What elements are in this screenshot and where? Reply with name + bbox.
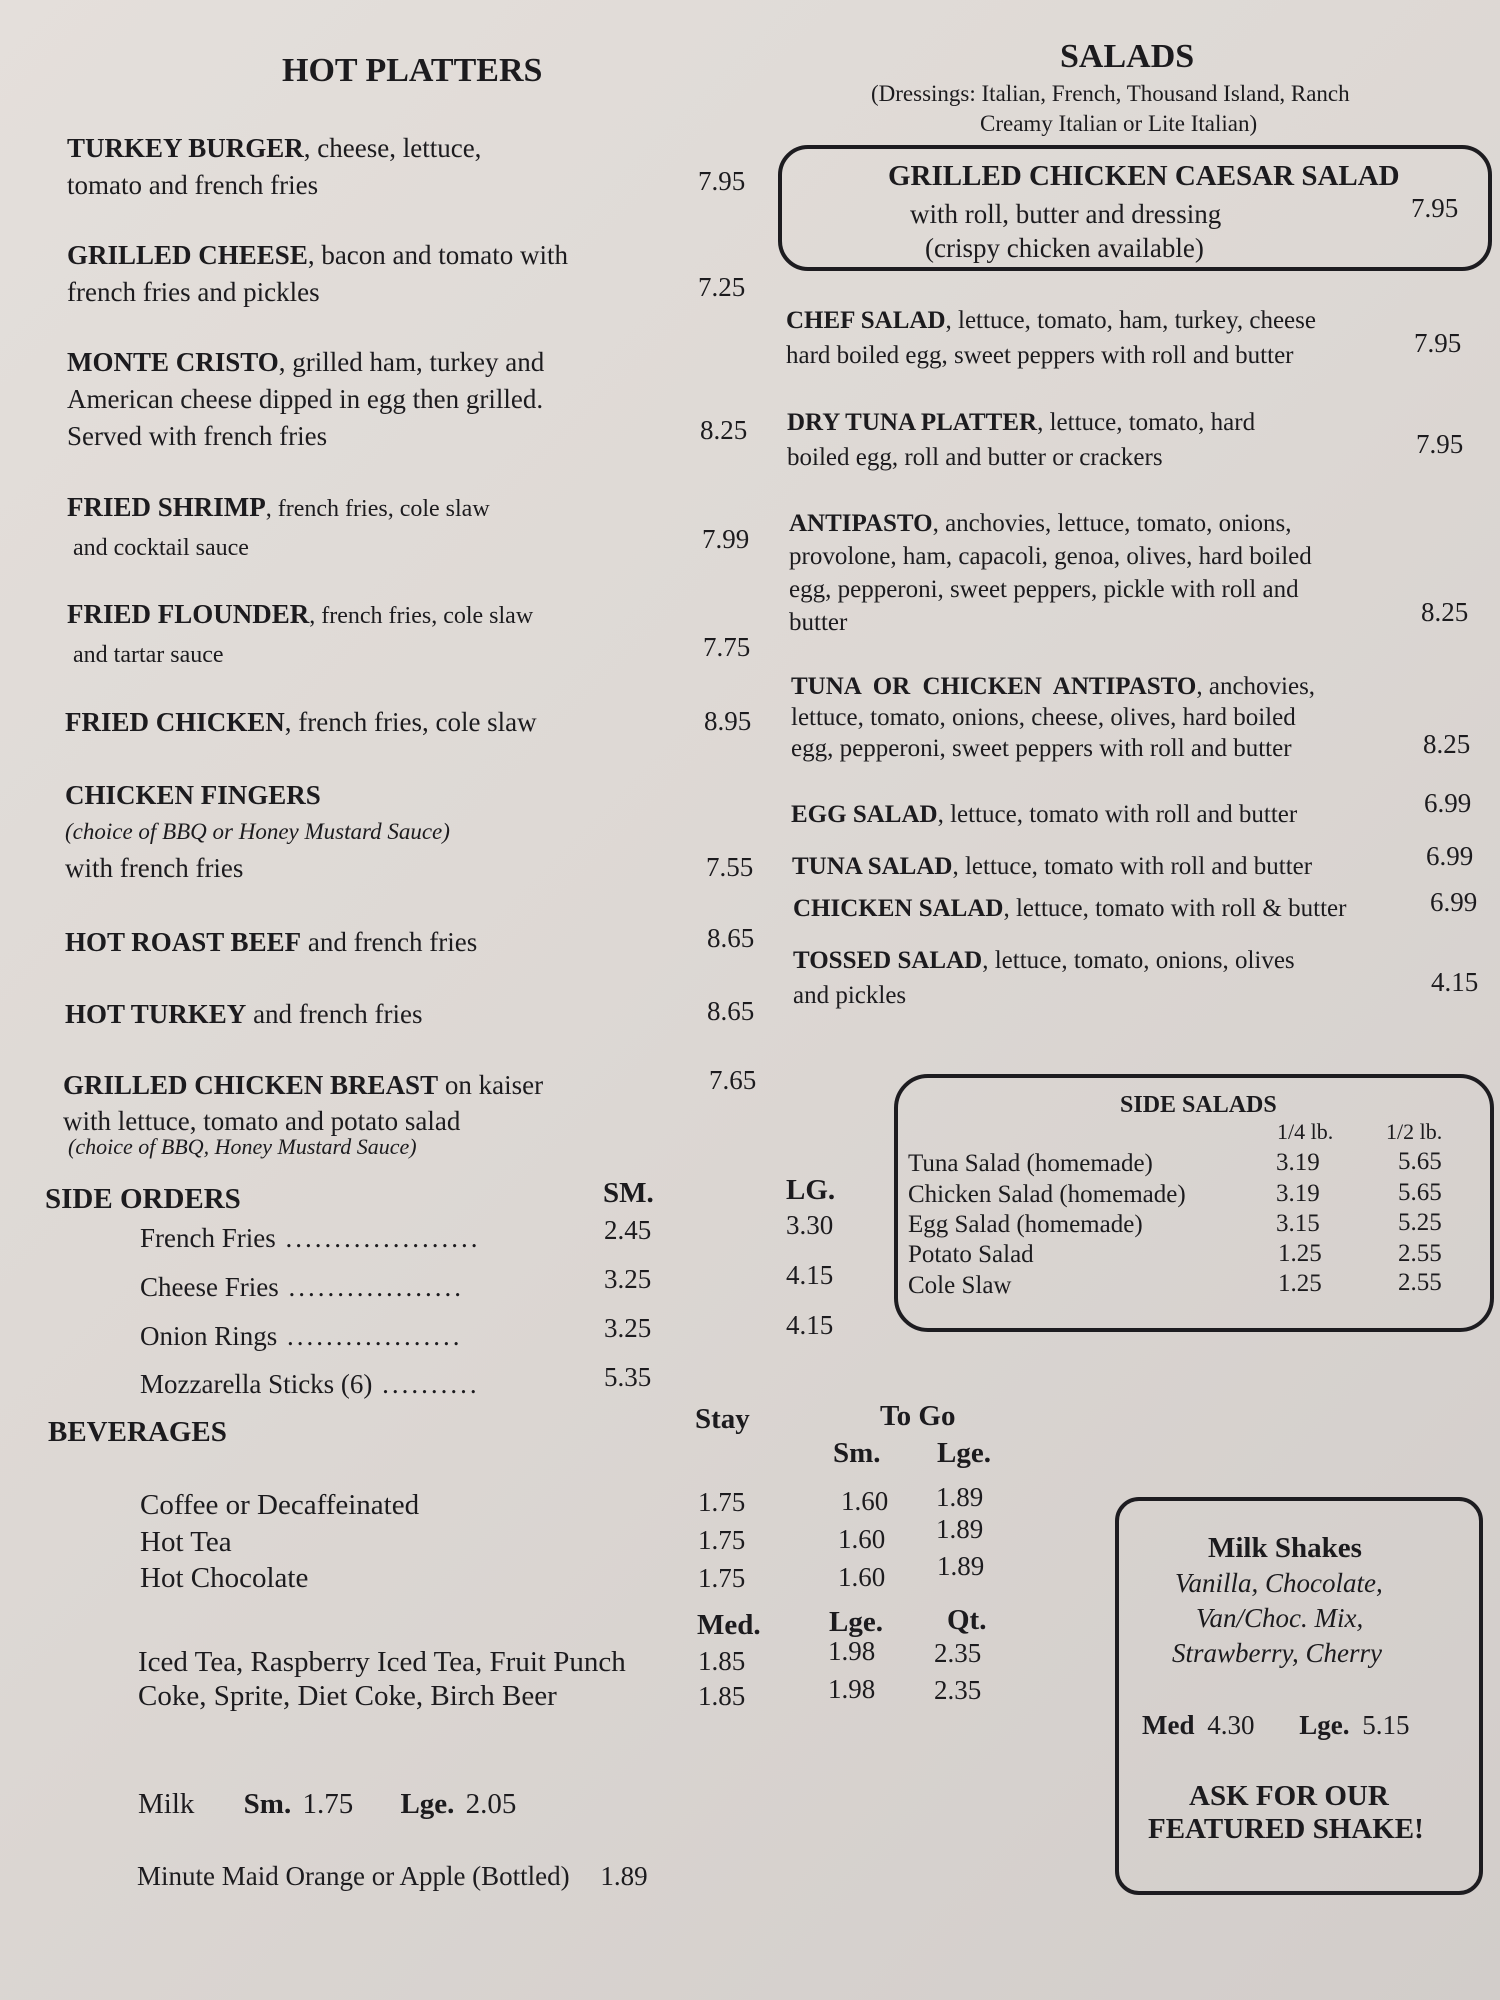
quarter-lb-label: 1/4 lb. xyxy=(1277,1119,1334,1144)
menu-item: FRIED SHRIMP, french fries, cole slaw and cocktail sauce xyxy=(67,492,490,561)
item-price: 8.95 xyxy=(704,706,752,736)
beverage-row: Coke, Sprite, Diet Coke, Birch Beer xyxy=(138,1680,557,1712)
menu-item: FRIED CHICKEN, french fries, cole slaw xyxy=(65,707,537,737)
item-price: 7.99 xyxy=(702,524,750,554)
half-lb-price: 5.25 xyxy=(1398,1209,1442,1236)
item-price: 7.95 xyxy=(1411,193,1459,223)
beverage-row: Iced Tea, Raspberry Iced Tea, Fruit Punch xyxy=(138,1646,626,1678)
quarter-lb-price: 3.19 xyxy=(1276,1149,1320,1176)
item-price: 7.55 xyxy=(706,852,754,882)
menu-item: CHICKEN SALAD, lettuce, tomato with roll & butter xyxy=(793,895,1347,922)
menu-item: GRILLED CHEESE, bacon and tomato with french fries and pickles xyxy=(67,240,569,307)
to-go-sm-price: 1.60 xyxy=(838,1524,886,1554)
half-lb-price: 2.55 xyxy=(1398,1240,1442,1267)
item-price: 8.65 xyxy=(707,923,755,953)
menu-item: DRY TUNA PLATTER, lettuce, tomato, hard boiled egg, roll and butter or crackers xyxy=(787,409,1256,471)
beverage-row: Coffee or Decaffeinated xyxy=(140,1489,420,1521)
side-salad-row: Egg Salad (homemade) xyxy=(908,1211,1143,1238)
side-order-row: Mozzarella Sticks (6) .......... xyxy=(140,1369,480,1399)
milk-shakes-title: Milk Shakes xyxy=(1208,1532,1362,1564)
sm-price: 2.45 xyxy=(604,1215,652,1245)
menu-item: CHEF SALAD, lettuce, tomato, ham, turkey, cheese hard boiled egg, sweet peppers with roll and butter xyxy=(786,307,1316,369)
to-go-sm-price: 1.60 xyxy=(838,1562,886,1592)
item-price: 8.65 xyxy=(707,996,755,1026)
item-line: with french fries xyxy=(65,853,244,883)
beverage-row: Hot Tea xyxy=(140,1526,232,1558)
side-order-row: Onion Rings .................. xyxy=(140,1321,463,1351)
menu-item: TUNA OR CHICKEN ANTIPASTO, anchovies, lettuce, tomato, onions, cheese, olives, hard boiled egg, pepperoni, sweet peppers with roll and butter xyxy=(791,673,1316,762)
to-go-sm-price: 1.60 xyxy=(841,1486,889,1516)
side-order-row: Cheese Fries .................. xyxy=(140,1272,464,1302)
stay-label: Stay xyxy=(695,1403,750,1435)
item-price: 6.99 xyxy=(1424,788,1472,818)
lg-price: 4.15 xyxy=(786,1310,834,1340)
lge-price: 1.98 xyxy=(828,1636,876,1666)
stay-price: 1.75 xyxy=(698,1525,746,1555)
item-note: (choice of BBQ, Honey Mustard Sauce) xyxy=(68,1134,417,1159)
item-price: 8.25 xyxy=(1423,729,1471,759)
menu-item: FRIED FLOUNDER, french fries, cole slaw and tartar sauce xyxy=(67,599,534,668)
to-go-sm-label: Sm. xyxy=(833,1437,881,1469)
to-go-lge-price: 1.89 xyxy=(936,1482,984,1512)
lge-price: 1.98 xyxy=(828,1674,876,1704)
menu-item: MONTE CRISTO, grilled ham, turkey and American cheese dipped in egg then grilled. Served with french fries xyxy=(67,347,545,451)
hot-platters-title: HOT PLATTERS xyxy=(282,52,543,89)
qt-label: Qt. xyxy=(947,1604,987,1636)
lge-label: Lge. xyxy=(829,1606,883,1638)
menu-item: HOT ROAST BEEF and french fries xyxy=(65,927,478,957)
item-price: 8.25 xyxy=(700,415,748,445)
shake-promo: FEATURED SHAKE! xyxy=(1148,1813,1424,1845)
menu-item: HOT TURKEY and french fries xyxy=(65,999,423,1029)
item-price: 7.75 xyxy=(703,632,751,662)
item-price: 8.25 xyxy=(1421,597,1469,627)
beverages-title: BEVERAGES xyxy=(48,1416,227,1448)
to-go-lge-price: 1.89 xyxy=(936,1514,984,1544)
sm-price: 5.35 xyxy=(604,1362,652,1392)
lg-price: 3.30 xyxy=(786,1210,834,1240)
med-price: 1.85 xyxy=(698,1646,746,1676)
menu-item: GRILLED CHICKEN BREAST on kaiser xyxy=(63,1070,544,1100)
item-price: 7.25 xyxy=(698,272,746,302)
side-order-row: French Fries .................... xyxy=(140,1223,481,1253)
item-line: with lettuce, tomato and potato salad xyxy=(63,1106,461,1136)
item-price: 4.15 xyxy=(1431,967,1479,997)
half-lb-price: 5.65 xyxy=(1398,1148,1442,1175)
milk-row: Milk Sm. 1.75 Lge. 2.05 xyxy=(138,1788,517,1820)
menu-item: TOSSED SALAD, lettuce, tomato, onions, olives and pickles xyxy=(793,947,1295,1009)
menu-item: CHICKEN FINGERS xyxy=(65,780,321,810)
item-price: 7.95 xyxy=(698,166,746,196)
side-salad-row: Cole Slaw xyxy=(908,1272,1012,1299)
shake-flavors: Van/Choc. Mix, xyxy=(1196,1603,1364,1633)
to-go-lge-price: 1.89 xyxy=(937,1551,985,1581)
shake-prices: Med 4.30 Lge. 5.15 xyxy=(1142,1710,1410,1740)
item-price: 7.95 xyxy=(1416,429,1464,459)
quarter-lb-price: 1.25 xyxy=(1278,1270,1322,1297)
featured-salad-name: GRILLED CHICKEN CAESAR SALAD xyxy=(888,160,1400,192)
shake-promo: ASK FOR OUR xyxy=(1189,1780,1389,1812)
dressings-note-2: Creamy Italian or Lite Italian) xyxy=(980,111,1258,136)
item-price: 6.99 xyxy=(1426,841,1474,871)
half-lb-price: 5.65 xyxy=(1398,1179,1442,1206)
to-go-lge-label: Lge. xyxy=(937,1437,991,1469)
stay-price: 1.75 xyxy=(698,1563,746,1593)
item-note: (choice of BBQ or Honey Mustard Sauce) xyxy=(65,819,450,844)
beverage-row: Hot Chocolate xyxy=(140,1562,309,1594)
menu-item: ANTIPASTO, anchovies, lettuce, tomato, onions, provolone, ham, capacoli, genoa, olives, hard boiled egg, pepperoni, sweet peppers, pickle with roll and butter xyxy=(789,510,1312,636)
featured-salad-line: with roll, butter and dressing xyxy=(910,199,1222,229)
quarter-lb-price: 1.25 xyxy=(1278,1240,1322,1267)
menu-item: TURKEY BURGER, cheese, lettuce, tomato and french fries xyxy=(67,133,482,200)
med-label: Med. xyxy=(697,1609,761,1641)
med-price: 1.85 xyxy=(698,1681,746,1711)
qt-price: 2.35 xyxy=(934,1675,982,1705)
side-salad-row: Tuna Salad (homemade) xyxy=(908,1150,1153,1177)
item-price: 7.95 xyxy=(1414,328,1462,358)
side-salads-title: SIDE SALADS xyxy=(1120,1092,1277,1118)
side-orders-title: SIDE ORDERS xyxy=(45,1183,241,1215)
menu-item: EGG SALAD, lettuce, tomato with roll and butter xyxy=(791,801,1298,828)
side-salad-row: Potato Salad xyxy=(908,1241,1034,1268)
salads-title: SALADS xyxy=(1060,38,1195,75)
featured-salad-line: (crispy chicken available) xyxy=(925,233,1204,263)
sm-price: 3.25 xyxy=(604,1264,652,1294)
to-go-label: To Go xyxy=(880,1400,956,1432)
dressings-note: (Dressings: Italian, French, Thousand Island, Ranch xyxy=(871,81,1350,106)
item-price: 7.65 xyxy=(709,1065,757,1095)
half-lb-price: 2.55 xyxy=(1398,1269,1442,1296)
shake-flavors: Strawberry, Cherry xyxy=(1172,1638,1383,1668)
lg-label: LG. xyxy=(786,1174,836,1206)
quarter-lb-price: 3.15 xyxy=(1276,1210,1320,1237)
sm-price: 3.25 xyxy=(604,1313,652,1343)
quarter-lb-price: 3.19 xyxy=(1276,1180,1320,1207)
stay-price: 1.75 xyxy=(698,1487,746,1517)
half-lb-label: 1/2 lb. xyxy=(1386,1119,1443,1144)
item-price: 6.99 xyxy=(1430,887,1478,917)
side-salad-row: Chicken Salad (homemade) xyxy=(908,1181,1186,1208)
shake-flavors: Vanilla, Chocolate, xyxy=(1175,1568,1383,1598)
qt-price: 2.35 xyxy=(934,1638,982,1668)
sm-label: SM. xyxy=(603,1177,654,1209)
juice-row: Minute Maid Orange or Apple (Bottled) 1.89 xyxy=(137,1861,648,1891)
lg-price: 4.15 xyxy=(786,1260,834,1290)
menu-item: TUNA SALAD, lettuce, tomato with roll and butter xyxy=(792,853,1313,880)
